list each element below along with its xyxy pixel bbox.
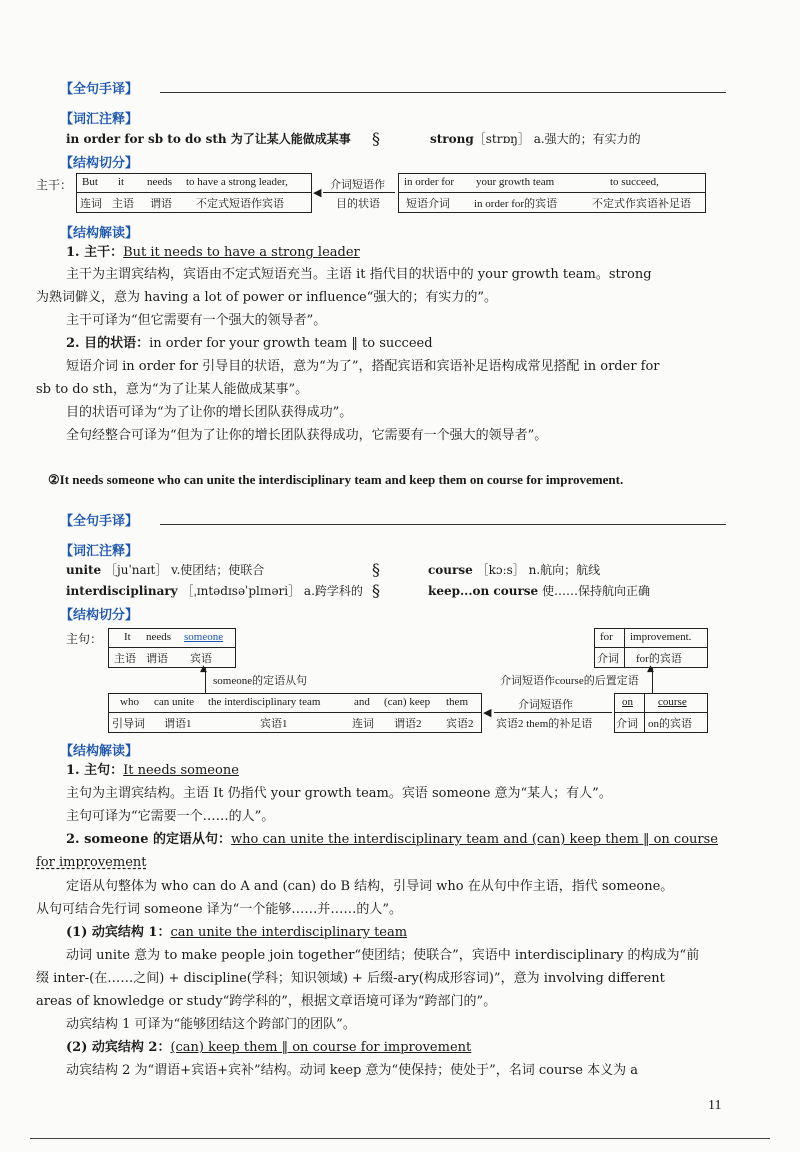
translation-blank-2 (160, 524, 726, 525)
diagram1-label: 主干： (36, 178, 73, 192)
d2-role-on-obj: on的宾语 (648, 718, 692, 730)
d2-postmod-label: 介词短语作course的后置定语 (500, 675, 639, 687)
d1-word-in-order-for: in order for (404, 176, 455, 188)
d1-role-prep-obj: in order for的宾语 (474, 198, 558, 210)
header-vocabulary-2: 【词汇注释】 (60, 544, 139, 559)
d2-role-subj: 主语 (114, 653, 136, 665)
d1-word-but: But (82, 176, 98, 188)
p1-s1-para2: 为熟词僻义，意为 having a lot of power or influence“强大的；有实力的”。 (36, 290, 497, 305)
vocab-interdisciplinary-word: interdisciplinary (66, 584, 178, 598)
p2-s4-line (66, 1039, 471, 1057)
p1-s1-title: 1. 主干： (66, 245, 124, 260)
header-vocabulary-1: 【词汇注释】 (60, 112, 139, 127)
vocab-unite-word: unite (66, 563, 102, 577)
p2-s2-line (66, 831, 718, 849)
vocab-in-order-for: in order for sb to do sth 为了让某人能做成某事 (66, 132, 351, 146)
p2-s1-para1: 主句为主谓宾结构。主语 It 仍指代 your growth team。宾语 someone 意为“某人；有人”。 (66, 786, 612, 801)
p1-s1-line (66, 244, 360, 262)
p1-s2-para1: 短语介词 in order for 引导目的状语，意为“为了”，搭配宾语和宾语补足语构成常见搭配 in order for (66, 359, 660, 374)
vocab-separator-2: § (372, 560, 380, 579)
vocab-unite (66, 561, 264, 579)
header-structure-split-1: 【结构切分】 (60, 156, 139, 171)
d2-word-course: course (658, 696, 687, 708)
p1-s1-para1: 主干为主谓宾结构，宾语由不定式短语充当。主语 it 指代目的状语中的 your growth team。strong (66, 267, 652, 282)
p2-s1-title: 1. 主句： (66, 763, 124, 778)
d2-complement-top: 介词短语作 (518, 699, 573, 711)
d2-role-prep: 介词 (597, 653, 619, 665)
d1-middle-top: 介词短语作 (330, 179, 385, 191)
d2-word-for: for (600, 631, 613, 643)
d1-arrow-left-icon: ◀ (313, 186, 322, 199)
p2-s1-para2: 主句可译为“它需要一个……的人”。 (66, 809, 275, 824)
vocab-interdisciplinary (66, 582, 363, 600)
d2-word-someone: someone (184, 631, 224, 643)
d2-word-it: It (124, 631, 131, 643)
d2-role-pred: 谓语 (146, 653, 168, 665)
d1-role-pred: 谓语 (150, 198, 172, 210)
d2-role-pred2: 谓语2 (394, 718, 422, 730)
d1-role-subj: 主语 (112, 198, 134, 210)
p1-s2-title: 2. 目的状语： (66, 336, 150, 351)
p2-s1-line (66, 762, 239, 780)
p2-s4-para1: 动宾结构 2 为“谓语+宾语+宾补”结构。动词 keep 意为“使保持；使处于”，名词 course 本义为 a (66, 1063, 638, 1078)
p2-s3-para4: 动宾结构 1 可译为“能够团结这个跨部门的团队”。 (66, 1017, 356, 1032)
p1-s1-sentence: But it needs to have a strong leader (123, 245, 360, 260)
d2-arrow-up-icon: ▲ (200, 664, 207, 674)
p2-s3-para2: 缀 inter-(在……之间) + discipline(学科；知识领域) + 后缀-ary(构成形容词)”，意为 involving different (36, 971, 665, 986)
d2-word-can-unite: can unite (154, 696, 195, 708)
p2-s3-line (66, 924, 407, 942)
d2-word-needs: needs (146, 631, 172, 643)
part2-sentence: ②It needs someone who can unite the interdisciplinary team and keep them on course for improvement. (48, 472, 624, 487)
vocab-keep-on-course (428, 582, 650, 600)
vocab-strong (430, 130, 641, 148)
vocab-separator-3: § (372, 581, 380, 600)
vocab-separator: § (372, 129, 380, 148)
header-full-translation-2: 【全句手译】 (60, 514, 139, 529)
p1-s1-para3: 主干可译为“但它需要有一个强大的领导者”。 (66, 313, 327, 328)
p1-s2-sentence: in order for your growth team ‖ to succeed (149, 336, 433, 351)
d2-role-intro: 引导词 (112, 718, 145, 730)
page-number: 11 (708, 1098, 722, 1113)
vocab-unite-def: ［juˈnaɪt］ v.使团结；使联合 (105, 563, 265, 577)
header-structure-reading-2: 【结构解读】 (60, 744, 139, 759)
vocab-course-def: ［kɔːs］ n.航向；航线 (476, 563, 601, 577)
header-full-translation-1: 【全句手译】 (60, 82, 139, 97)
p2-s3-para1: 动词 unite 意为 to make people join together“使团结；使联合”，宾语中 interdisciplinary 的构成为“前 (66, 948, 700, 963)
vocab-interdisciplinary-def: ［ˌɪntədɪsəˈplɪnəri］ a.跨学科的 (181, 584, 363, 598)
p2-s2-para1: 定语从句整体为 who can do A and (can) do B 结构，引导词 who 在从句中作主语，指代 someone。 (66, 879, 674, 894)
d2-word-them: them (446, 696, 468, 708)
d1-role-conj: 连词 (80, 198, 102, 210)
d1-word-growth-team: your growth team (476, 176, 555, 188)
footer-rule (30, 1138, 770, 1139)
d2-clause-label: someone的定语从句 (213, 675, 308, 687)
p2-s4-sentence: (can) keep them ‖ on course for improvement (170, 1040, 472, 1055)
vocab-strong-word: strong (430, 132, 474, 146)
d2-word-improvement: improvement. (630, 631, 692, 643)
d2-word-team: the interdisciplinary team (208, 696, 321, 708)
p1-s2-para3: 目的状语可译为“为了让你的增长团队获得成功”。 (66, 405, 353, 420)
p2-s3-title: (1) 动宾结构 1： (66, 925, 171, 940)
p2-s2-sentence-cont: for improvement (36, 855, 147, 870)
d2-role-obj1: 宾语1 (260, 718, 288, 730)
d2-role-on-prep: 介词 (616, 718, 638, 730)
header-structure-reading-1: 【结构解读】 (60, 226, 139, 241)
p2-s2-title: 2. someone 的定语从句： (66, 832, 232, 847)
vocab-course (428, 561, 600, 579)
d1-role-prep: 短语介词 (406, 198, 450, 210)
d2-word-can-keep: (can) keep (384, 696, 431, 708)
d1-middle-bottom: 目的状语 (336, 198, 380, 210)
d2-word-who: who (120, 696, 139, 708)
p1-s2-para4: 全句经整合可译为“但为了让你的增长团队获得成功，它需要有一个强大的领导者”。 (66, 428, 548, 443)
d2-word-and: and (354, 696, 370, 708)
d2-role-conj: 连词 (352, 718, 374, 730)
diagram2-label: 主句： (66, 632, 103, 646)
vocab-keep-word: keep...on course (428, 584, 539, 598)
p1-s2-line (66, 335, 433, 353)
d2-arrow-left-icon: ◀ (483, 706, 492, 719)
header-structure-split-2: 【结构切分】 (60, 608, 139, 623)
p1-s2-para2: sb to do sth，意为“为了让某人能做成某事”。 (36, 382, 309, 397)
p2-s3-para3: areas of knowledge or study“跨学科的”，根据文章语境可译为“跨部门的”。 (36, 994, 497, 1009)
d2-role-obj2: 宾语2 (446, 718, 474, 730)
vocab-keep-def: 使……保持航向正确 (542, 584, 651, 598)
p2-s2-sentence: who can unite the interdisciplinary team and (can) keep them ‖ on course (231, 832, 718, 847)
d2-arrow-up-icon-2: ▲ (647, 664, 654, 674)
d1-role-obj: 不定式短语作宾语 (196, 198, 284, 210)
p2-s3-sentence: can unite the interdisciplinary team (170, 925, 408, 940)
d2-role-obj: 宾语 (190, 653, 212, 665)
d1-word-to-have: to have a strong leader, (186, 176, 288, 188)
p2-s4-title: (2) 动宾结构 2： (66, 1040, 171, 1055)
d1-word-needs: needs (147, 176, 173, 188)
d1-role-complement: 不定式作宾语补足语 (592, 198, 691, 210)
d2-complement-bottom: 宾语2 them的补足语 (496, 718, 593, 730)
p2-s1-sentence: It needs someone (123, 763, 239, 778)
d1-word-it: it (118, 176, 125, 188)
d2-word-on: on (622, 696, 633, 708)
d2-role-for-obj: for的宾语 (636, 653, 682, 665)
d2-role-pred1: 谓语1 (164, 718, 192, 730)
translation-blank-1 (160, 92, 726, 93)
vocab-strong-def: ［strɒŋ］ a.强大的；有实力的 (473, 132, 641, 146)
p2-s2-para2: 从句可结合先行词 someone 译为“一个能够……并……的人”。 (36, 902, 402, 917)
d1-word-to-succeed: to succeed, (610, 176, 659, 188)
vocab-course-word: course (428, 563, 473, 577)
